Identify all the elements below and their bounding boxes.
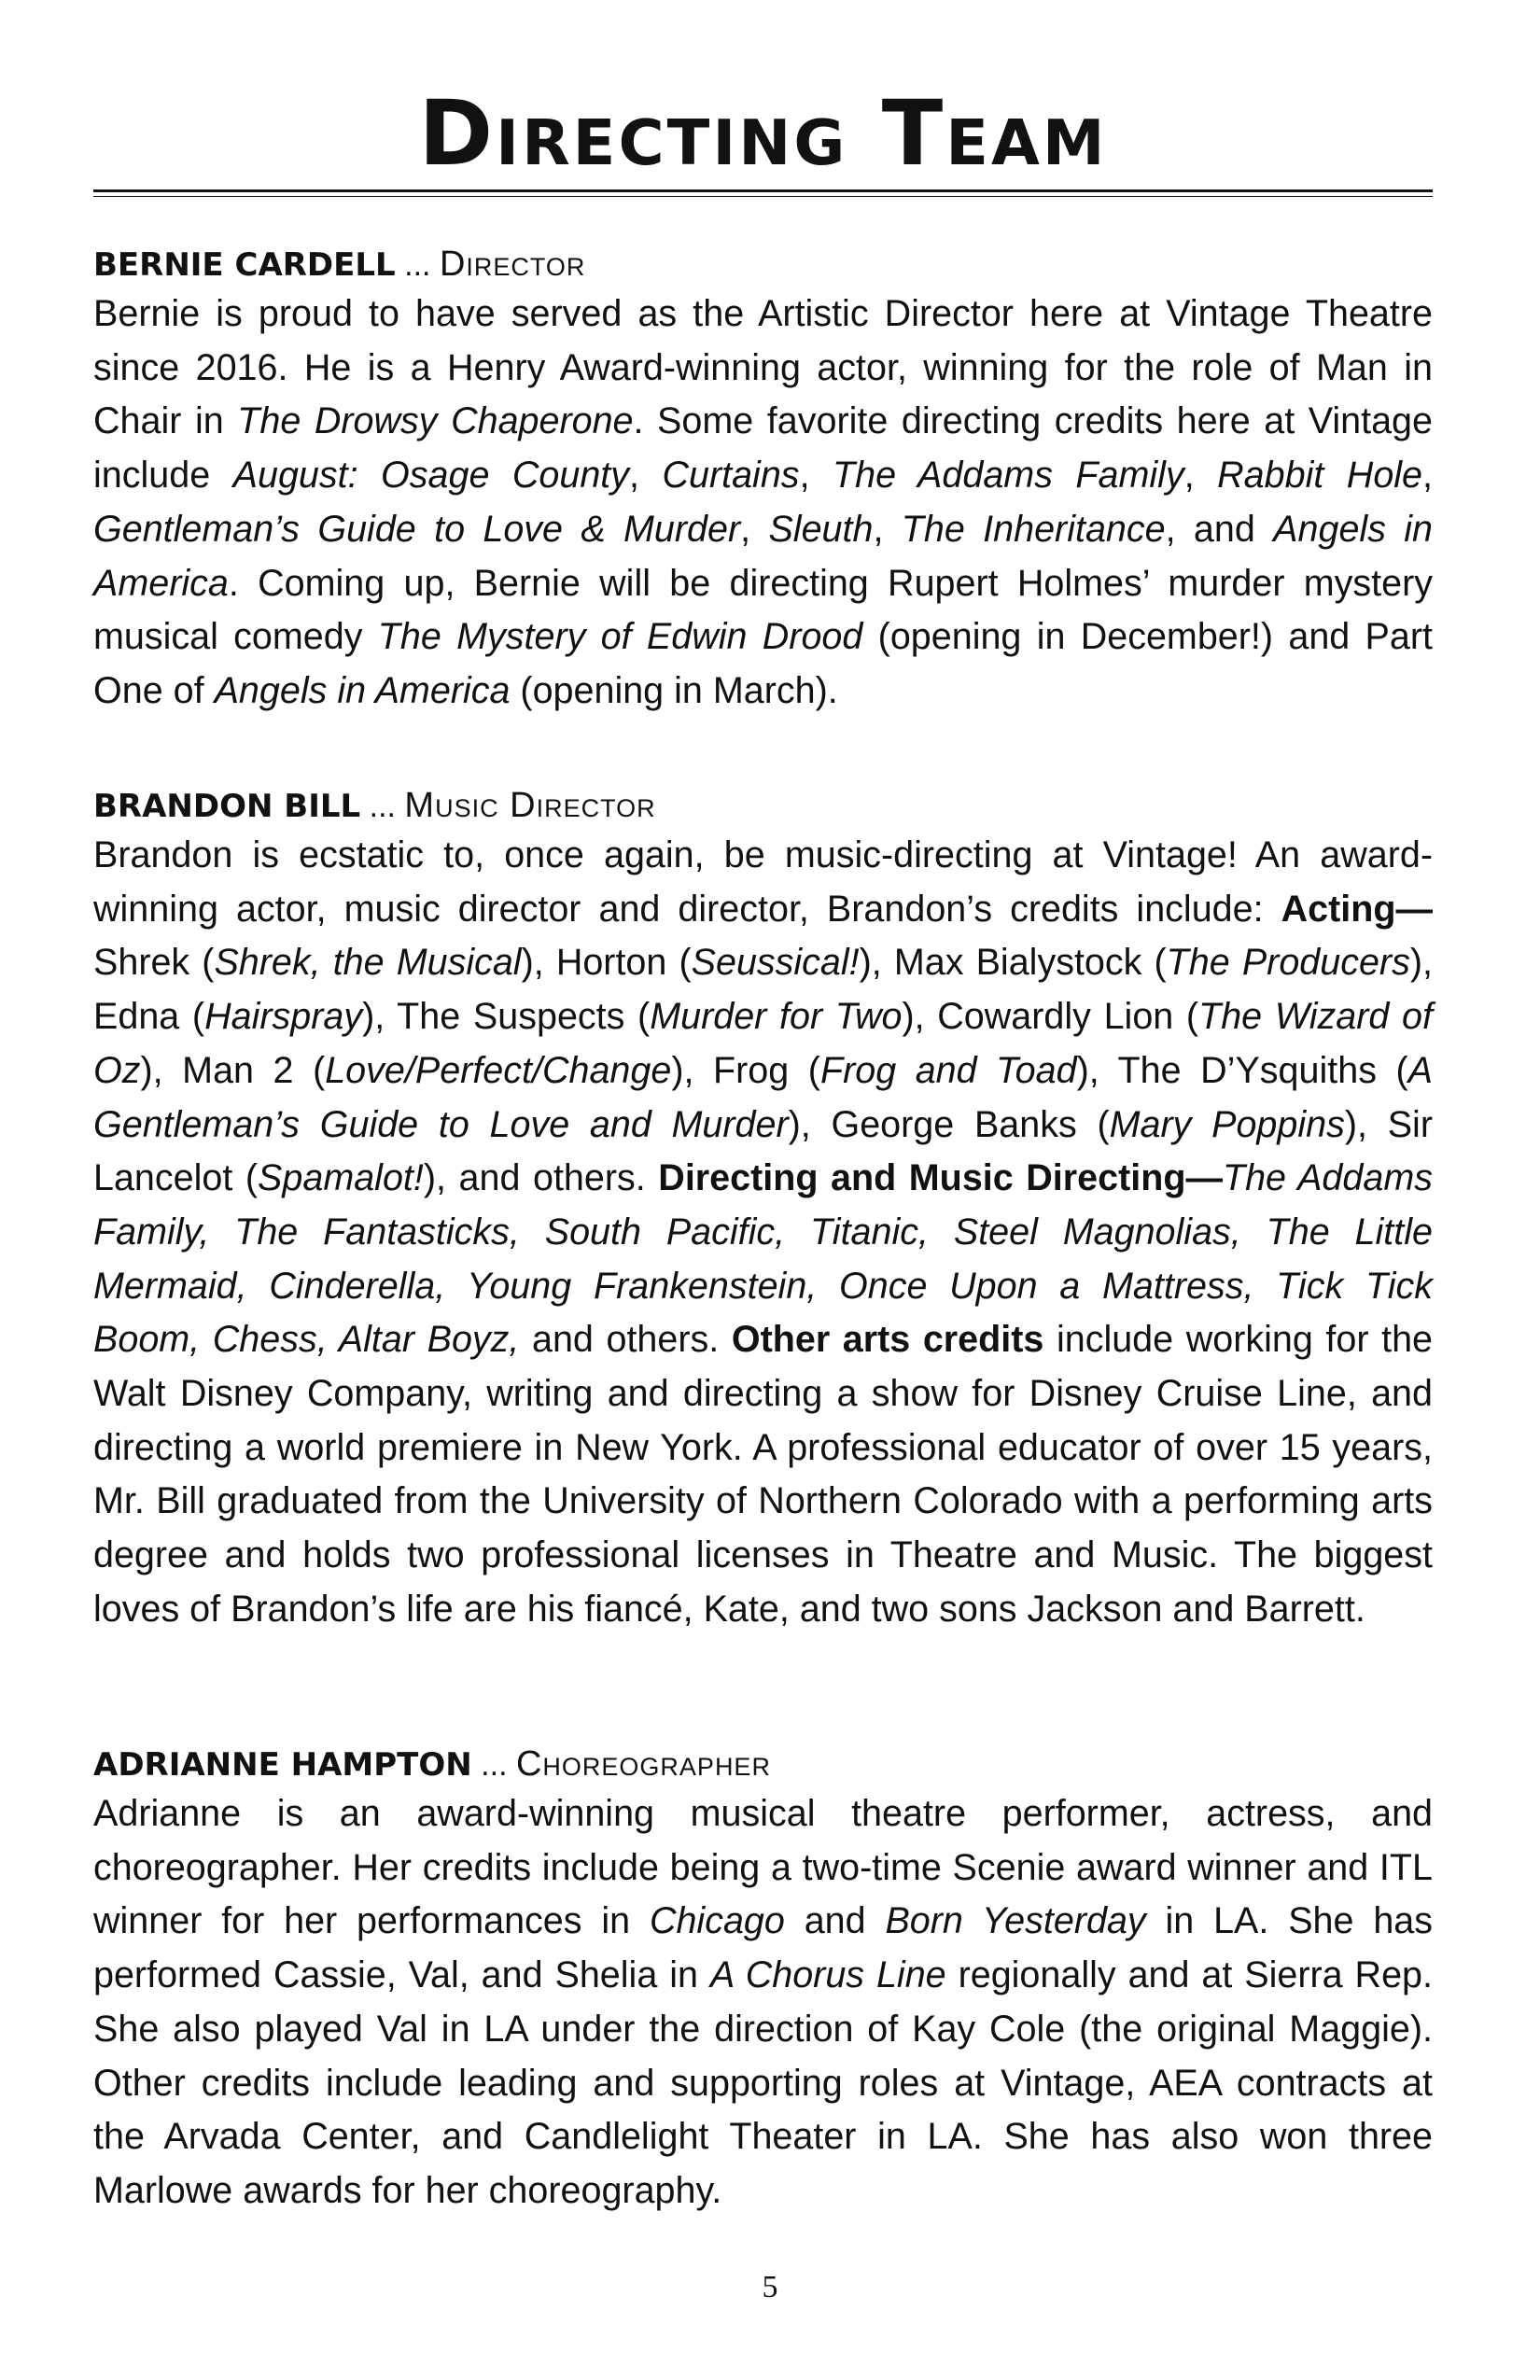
bio-run: ), The Suspects (: [362, 996, 651, 1038]
show-title: The Inheritance: [901, 508, 1166, 550]
show-title: Rabbit Hole: [1217, 455, 1423, 497]
page-number: 5: [762, 2270, 778, 2304]
bio-run: in LA. She has performed Cassie, Val, and Shelia in: [93, 1900, 1434, 1996]
bio-run: and: [784, 1900, 886, 1942]
person-name: BRANDON BILL: [93, 788, 361, 825]
bio-run: Shrek (: [93, 942, 215, 984]
bio-run: ), Cowardly Lion (: [902, 996, 1199, 1038]
bio-heading: [93, 241, 1433, 287]
title-rule-thick: [93, 189, 1433, 192]
bio-run: ), Frog (: [671, 1049, 820, 1091]
bio-run: ,: [799, 455, 833, 497]
title-rule-thin: [93, 196, 1433, 197]
bio-run: . Some favorite directing credits here at Vintage include: [93, 400, 1433, 497]
show-title: A Chorus Line: [709, 1954, 946, 1996]
person-name: BERNIE CARDELL: [93, 246, 396, 284]
person-name: ADRIANNE HAMPTON: [93, 1746, 472, 1784]
bio-run: ,: [1422, 455, 1434, 497]
bio-heading: [93, 782, 1433, 829]
bio-run: ), Sir Lancelot (: [93, 1103, 1433, 1199]
bio-run: Adrianne is an award-winning musical theatre performer, actress, and choreographer. Her credits include being a two-time Scenie award winner and ITL winner for her performances in: [93, 1793, 1433, 1942]
bio-run: and others.: [519, 1319, 732, 1361]
show-title: Shrek, the Musical: [214, 942, 522, 984]
heading-separator: ...: [471, 1747, 516, 1783]
bio-section-adrianne-hampton: [93, 1741, 1433, 2219]
bio-run: ), Man 2 (: [140, 1049, 326, 1091]
bold-label: Acting—: [1281, 888, 1433, 930]
bio-text: [93, 287, 1433, 719]
show-title: Born Yesterday: [885, 1900, 1146, 1942]
bold-label: Directing and Music Directing—: [658, 1157, 1223, 1199]
show-title: A Gentleman’s Guide to Love and Murder: [93, 1049, 1433, 1145]
bio-section-bernie-cardell: [93, 241, 1433, 719]
show-title: Love/Perfect/Change: [325, 1049, 672, 1091]
person-role: Choreographer: [515, 1744, 771, 1784]
bio-run: ,: [1183, 455, 1218, 497]
show-title: Hairspray: [204, 996, 363, 1038]
bio-run: ,: [629, 455, 663, 497]
bio-run: Brandon is ecstatic to, once again, be music-directing at Vintage! An award-winning actor, music director and director, Brandon’s credits include:: [93, 834, 1433, 930]
bio-run: ,: [740, 508, 769, 550]
bio-run: (opening in December!) and Part One of: [93, 616, 1433, 711]
bio-run: , and: [1165, 508, 1274, 550]
bio-run: regionally and at Sierra Rep. She also played Val in LA under the direction of Kay Cole (the original Maggie). Other credits include leading and supporting roles at Vintage, AEA contracts at the Arvada Center, and Candlelight Theater in LA. She has also won three Marlowe awards for her choreography.: [93, 1954, 1433, 2211]
show-title: Angels in America: [214, 669, 511, 711]
show-title: Gentleman’s Guide to Love & Murder: [93, 508, 741, 550]
show-title: Murder for Two: [650, 996, 903, 1038]
bio-run: (opening in March).: [510, 669, 838, 711]
show-title: The Addams Family: [833, 455, 1184, 497]
bio-run: . Coming up, Bernie will be directing Rupert Holmes’ murder mystery musical comedy: [93, 562, 1433, 658]
page-title: Directing Team: [418, 81, 1108, 186]
bio-section-brandon-bill: [93, 782, 1433, 1637]
show-title: Mary Poppins: [1109, 1103, 1345, 1145]
show-title: August: Osage County: [232, 455, 630, 497]
bio-heading: [93, 1741, 1433, 1787]
show-title: Seussical!: [691, 942, 860, 984]
show-title: The Wizard of Oz: [93, 996, 1433, 1091]
bio-run: ), Horton (: [521, 942, 692, 984]
show-title: Angels in America: [93, 508, 1434, 604]
show-title: Chicago: [649, 1900, 785, 1942]
heading-separator: ...: [395, 247, 440, 283]
show-title: The Producers: [1166, 942, 1410, 984]
bio-text: [93, 829, 1433, 1637]
show-title: The Mystery of Edwin Drood: [377, 616, 863, 658]
bio-run: ), George Banks (: [788, 1103, 1110, 1145]
bio-run: Bernie is proud to have served as the Artistic Director here at Vintage Theatre since 2016. He is a Henry Award-winning actor, winning for the role of Man in Chair in: [93, 293, 1433, 442]
bio-run: ,: [873, 508, 902, 550]
show-title: Spamalot!: [258, 1157, 424, 1199]
bold-label: Other arts credits: [731, 1319, 1044, 1361]
program-page: [93, 0, 1434, 2211]
bio-run: ), Edna (: [93, 942, 1433, 1038]
heading-separator: ...: [360, 789, 405, 824]
bio-run: include working for the Walt Disney Company, writing and directing a show for Disney Cruise Line, and directing a world premiere in New York. A professional educator of over 15 years, Mr. Bill graduated from the University of Northern Colorado with a performing arts degree and holds two professional licenses in Theatre and Music. The biggest loves of Brandon’s life are his fiancé, Kate, and two sons Jackson and Barrett.: [93, 1319, 1433, 1630]
bio-text: [93, 1787, 1433, 2219]
bio-run: ), and others.: [423, 1157, 659, 1199]
show-title: The Drowsy Chaperone: [237, 400, 634, 442]
show-title: Sleuth: [768, 508, 874, 550]
show-title: Frog and Toad: [819, 1049, 1077, 1091]
bio-run: ), Max Bialystock (: [859, 942, 1167, 984]
person-role: Music Director: [404, 786, 656, 825]
show-title: The Addams Family, The Fantasticks, South Pacific, Titanic, Steel Magnolias, The Little Mermaid, Cinderella, Young Frankenstein, Once Upon a Mattress, Tick Tick Boom, Chess, Altar Boyz,: [93, 1157, 1433, 1361]
person-role: Director: [439, 245, 586, 284]
show-title: Curtains: [662, 455, 800, 497]
bio-run: ), The D’Ysquiths (: [1076, 1049, 1408, 1091]
